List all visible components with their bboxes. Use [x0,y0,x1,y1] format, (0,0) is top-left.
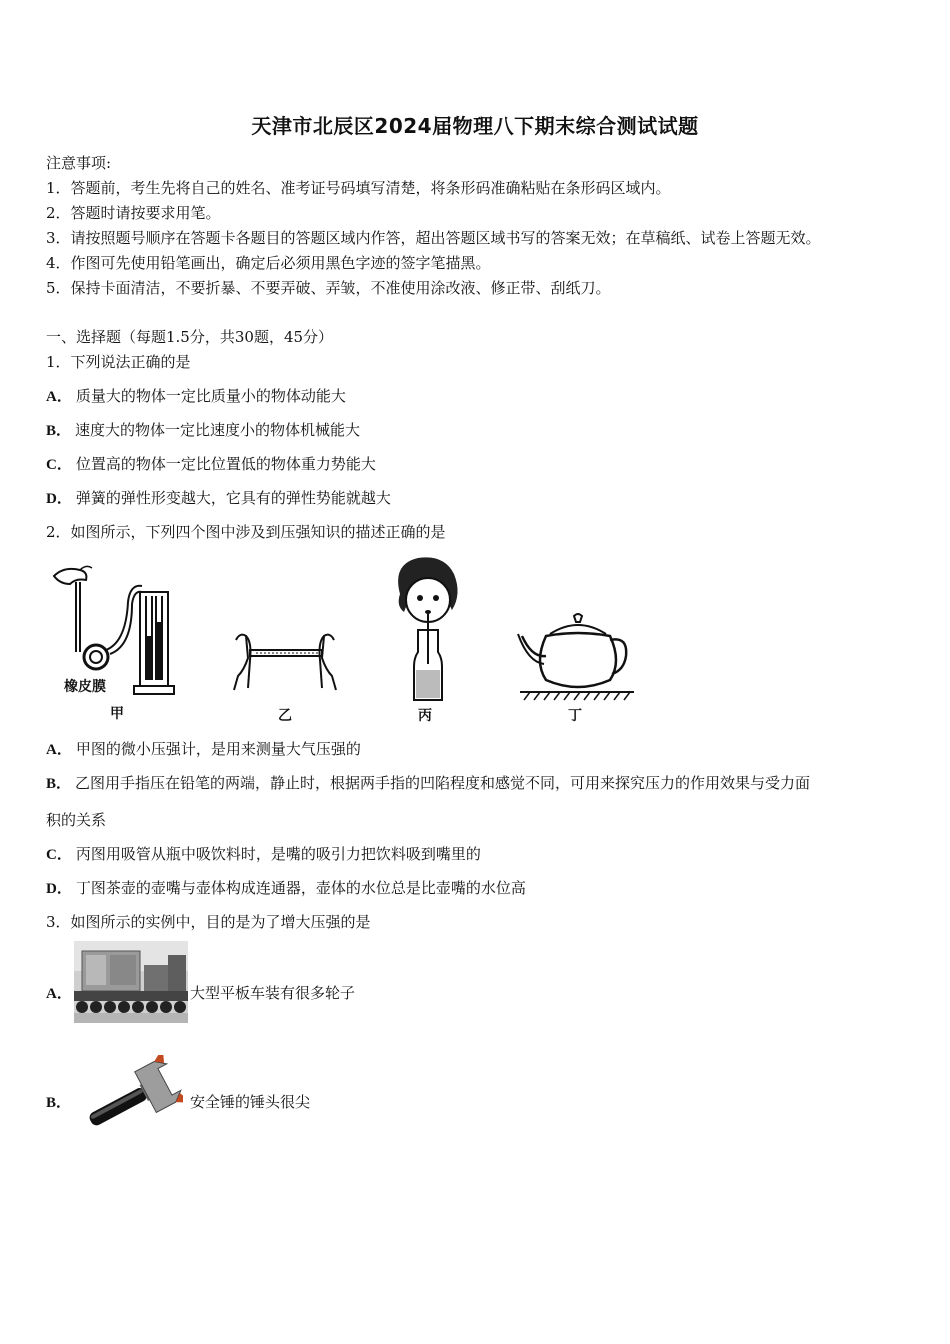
option-text: 弹簧的弹性形变越大，它具有的弹性势能就越大 [75,489,391,507]
notice-item-1: 1．答题前，考生先将自己的姓名、准考证号码填写清楚，将条形码准确粘贴在条形码区域内。 [46,179,671,197]
question-2-stem: 2．如图所示，下列四个图中涉及到压强知识的描述正确的是 [46,523,446,541]
option-label: A． [46,742,72,758]
question-1-option-b [46,420,360,441]
question-3-option-a-label [46,983,76,1004]
figure-caption-bing: 丙 [418,708,432,724]
flatbed-truck-photo [74,941,188,1023]
question-2-option-b-continued [46,810,106,830]
question-3-option-a-text: 大型平板车装有很多轮子 [190,984,356,1002]
figure-caption-ding: 丁 [568,708,582,724]
option-label: A． [46,389,72,405]
figure-caption-yi: 乙 [278,708,292,724]
option-label: C． [46,847,72,863]
teapot-figure [516,612,636,704]
question-3-option-b-text: 安全锤的锤头很尖 [190,1093,311,1111]
notice-item-5: 5．保持卡面清洁，不要折暴、不要弄破、弄皱，不准使用涂改液、修正带、刮纸刀。 [46,279,611,297]
question-1-option-c [46,454,376,475]
notice-heading: 注意事项: [46,154,112,172]
option-text: 质量大的物体一定比质量小的物体动能大 [75,387,346,405]
question-1-option-d [46,488,391,509]
option-label: A． [46,986,72,1002]
membrane-label: 橡皮膜 [64,679,106,695]
option-text: 丁图茶壶的壶嘴与壶体构成连通器，壶体的水位总是比壶嘴的水位高 [75,879,526,897]
notice-item-2: 2．答题时请按要求用笔。 [46,204,221,222]
question-2-option-b [46,773,810,794]
page-title: 天津市北辰区2024届物理八下期末综合测试试题 [251,114,699,138]
question-1-option-a [46,386,346,407]
option-text: 甲图的微小压强计，是用来测量大气压强的 [75,740,361,758]
option-text: 乙图用手指压在铅笔的两端，静止时，根据两手指的凹陷程度和感觉不同，可用来探究压力的作用效果与受力面 [75,774,811,792]
question-2-option-a [46,739,361,760]
option-label: C． [46,457,72,473]
question-3-option-b-label [46,1092,75,1113]
option-text: 积的关系 [46,811,107,829]
option-text: 速度大的物体一定比速度小的物体机械能大 [75,421,361,439]
question-2-option-c [46,844,481,865]
notice-item-3: 3．请按照题号顺序在答题卡各题目的答题区域内作答，超出答题区域书写的答案无效；在草稿纸、试卷上答题无效。 [46,229,821,247]
option-text: 丙图用吸管从瓶中吸饮料时，是嘴的吸引力把饮料吸到嘴里的 [75,845,481,863]
question-2-option-d [46,878,526,899]
option-text: 位置高的物体一定比位置低的物体重力势能大 [75,455,376,473]
option-label: B． [46,423,72,439]
option-label: D． [46,491,72,507]
option-label: D． [46,881,72,897]
question-3-stem: 3．如图所示的实例中，目的是为了增大压强的是 [46,913,371,931]
section-heading: 一、选择题（每题1.5分，共30题，45分） [46,328,334,346]
figure-caption-jia: 甲 [110,706,124,722]
pencil-fingers-figure [230,630,340,700]
notice-item-4: 4．作图可先使用铅笔画出，确定后必须用黑色字迹的签字笔描黑。 [46,254,491,272]
girl-straw-figure [388,554,468,704]
question-1-stem: 1．下列说法正确的是 [46,353,191,371]
option-label: B． [46,776,72,792]
option-label: B． [46,1095,72,1111]
safety-hammer-photo [78,1055,183,1135]
